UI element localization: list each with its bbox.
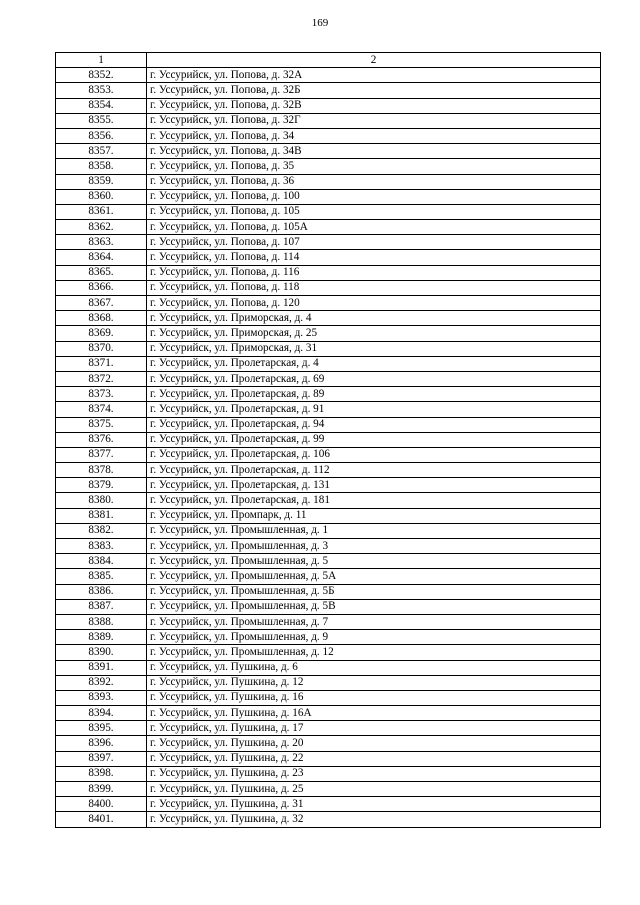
- address-cell: г. Уссурийск, ул. Попова, д. 32Г: [147, 113, 601, 128]
- table-row: [56, 402, 601, 417]
- table-row: [56, 478, 601, 493]
- table-row: [56, 736, 601, 751]
- address-cell: г. Уссурийск, ул. Промпарк, д. 11: [147, 508, 601, 523]
- address-cell: г. Уссурийск, ул. Пушкина, д. 25: [147, 782, 601, 797]
- address-cell: г. Уссурийск, ул. Попова, д. 114: [147, 250, 601, 265]
- address-cell: г. Уссурийск, ул. Попова, д. 35: [147, 159, 601, 174]
- address-cell: г. Уссурийск, ул. Попова, д. 34В: [147, 144, 601, 159]
- page-number: 169: [311, 17, 329, 29]
- address-table: [55, 52, 601, 828]
- table-row: [56, 159, 601, 174]
- address-cell: г. Уссурийск, ул. Пушкина, д. 17: [147, 721, 601, 736]
- address-cell: г. Уссурийск, ул. Попова, д. 100: [147, 189, 601, 204]
- row-number-cell: 8394.: [56, 706, 147, 721]
- table-row: [56, 812, 601, 827]
- row-number-cell: 8364.: [56, 250, 147, 265]
- row-number-cell: 8384.: [56, 554, 147, 569]
- address-cell: г. Уссурийск, ул. Пролетарская, д. 106: [147, 447, 601, 462]
- table-row: [56, 660, 601, 675]
- address-cell: г. Уссурийск, ул. Пролетарская, д. 99: [147, 432, 601, 447]
- table-row: [56, 584, 601, 599]
- row-number-cell: 8354.: [56, 98, 147, 113]
- table-row: [56, 645, 601, 660]
- row-number-cell: 8370.: [56, 341, 147, 356]
- row-number-cell: 8395.: [56, 721, 147, 736]
- table-body: [56, 68, 601, 827]
- row-number-cell: 8391.: [56, 660, 147, 675]
- address-cell: г. Уссурийск, ул. Пролетарская, д. 181: [147, 493, 601, 508]
- address-cell: г. Уссурийск, ул. Попова, д. 105: [147, 204, 601, 219]
- address-cell: г. Уссурийск, ул. Приморская, д. 4: [147, 311, 601, 326]
- table-row: [56, 371, 601, 386]
- table-row: [56, 690, 601, 705]
- table-row: [56, 508, 601, 523]
- row-number-cell: 8398.: [56, 766, 147, 781]
- address-cell: г. Уссурийск, ул. Приморская, д. 31: [147, 341, 601, 356]
- table-row: [56, 675, 601, 690]
- address-cell: г. Уссурийск, ул. Промышленная, д. 5А: [147, 569, 601, 584]
- row-number-cell: 8371.: [56, 356, 147, 371]
- row-number-cell: 8396.: [56, 736, 147, 751]
- table-row: [56, 766, 601, 781]
- address-cell: г. Уссурийск, ул. Промышленная, д. 12: [147, 645, 601, 660]
- table-row: [56, 296, 601, 311]
- table-row: [56, 493, 601, 508]
- address-cell: г. Уссурийск, ул. Пушкина, д. 32: [147, 812, 601, 827]
- row-number-cell: 8381.: [56, 508, 147, 523]
- column-header-address: 2: [147, 53, 601, 68]
- row-number-cell: 8362.: [56, 220, 147, 235]
- row-number-cell: 8400.: [56, 797, 147, 812]
- address-cell: г. Уссурийск, ул. Попова, д. 32А: [147, 68, 601, 83]
- table-row: [56, 706, 601, 721]
- table-row: [56, 387, 601, 402]
- table-row: [56, 265, 601, 280]
- address-cell: г. Уссурийск, ул. Попова, д. 107: [147, 235, 601, 250]
- address-cell: г. Уссурийск, ул. Пушкина, д. 6: [147, 660, 601, 675]
- table-row: [56, 174, 601, 189]
- address-cell: г. Уссурийск, ул. Пролетарская, д. 69: [147, 371, 601, 386]
- row-number-cell: 8399.: [56, 782, 147, 797]
- address-cell: г. Уссурийск, ул. Промышленная, д. 1: [147, 523, 601, 538]
- address-cell: г. Уссурийск, ул. Попова, д. 32Б: [147, 83, 601, 98]
- table-row: [56, 447, 601, 462]
- row-number-cell: 8376.: [56, 432, 147, 447]
- row-number-cell: 8361.: [56, 204, 147, 219]
- address-cell: г. Уссурийск, ул. Попова, д. 34: [147, 128, 601, 143]
- row-number-cell: 8360.: [56, 189, 147, 204]
- table-row: [56, 417, 601, 432]
- address-cell: г. Уссурийск, ул. Пушкина, д. 16: [147, 690, 601, 705]
- table-row: [56, 569, 601, 584]
- row-number-cell: 8397.: [56, 751, 147, 766]
- table-row: [56, 83, 601, 98]
- row-number-cell: 8378.: [56, 463, 147, 478]
- row-number-cell: 8383.: [56, 539, 147, 554]
- row-number-cell: 8388.: [56, 614, 147, 629]
- row-number-cell: 8382.: [56, 523, 147, 538]
- row-number-cell: 8379.: [56, 478, 147, 493]
- table-row: [56, 311, 601, 326]
- table-row: [56, 189, 601, 204]
- address-cell: г. Уссурийск, ул. Пролетарская, д. 131: [147, 478, 601, 493]
- row-number-cell: 8359.: [56, 174, 147, 189]
- table-row: [56, 128, 601, 143]
- table-row: [56, 523, 601, 538]
- table-row: [56, 98, 601, 113]
- row-number-cell: 8390.: [56, 645, 147, 660]
- table-row: [56, 113, 601, 128]
- address-cell: г. Уссурийск, ул. Пушкина, д. 23: [147, 766, 601, 781]
- row-number-cell: 8374.: [56, 402, 147, 417]
- row-number-cell: 8365.: [56, 265, 147, 280]
- address-cell: г. Уссурийск, ул. Промышленная, д. 3: [147, 539, 601, 554]
- table-row: [56, 614, 601, 629]
- address-cell: г. Уссурийск, ул. Пролетарская, д. 4: [147, 356, 601, 371]
- row-number-cell: 8385.: [56, 569, 147, 584]
- address-cell: г. Уссурийск, ул. Пушкина, д. 12: [147, 675, 601, 690]
- address-cell: г. Уссурийск, ул. Пролетарская, д. 89: [147, 387, 601, 402]
- table-row: [56, 751, 601, 766]
- row-number-cell: 8375.: [56, 417, 147, 432]
- table-row: [56, 721, 601, 736]
- address-cell: г. Уссурийск, ул. Промышленная, д. 5В: [147, 599, 601, 614]
- table-row: [56, 356, 601, 371]
- address-cell: г. Уссурийск, ул. Пушкина, д. 16А: [147, 706, 601, 721]
- table-row: [56, 630, 601, 645]
- address-cell: г. Уссурийск, ул. Пролетарская, д. 112: [147, 463, 601, 478]
- table-row: [56, 204, 601, 219]
- row-number-cell: 8358.: [56, 159, 147, 174]
- row-number-cell: 8352.: [56, 68, 147, 83]
- row-number-cell: 8380.: [56, 493, 147, 508]
- row-number-cell: 8357.: [56, 144, 147, 159]
- table-row: [56, 432, 601, 447]
- row-number-cell: 8369.: [56, 326, 147, 341]
- table-row: [56, 326, 601, 341]
- address-cell: г. Уссурийск, ул. Пушкина, д. 20: [147, 736, 601, 751]
- table-row: [56, 463, 601, 478]
- address-cell: г. Уссурийск, ул. Приморская, д. 25: [147, 326, 601, 341]
- address-cell: г. Уссурийск, ул. Попова, д. 36: [147, 174, 601, 189]
- row-number-cell: 8356.: [56, 128, 147, 143]
- row-number-cell: 8393.: [56, 690, 147, 705]
- address-cell: г. Уссурийск, ул. Попова, д. 32В: [147, 98, 601, 113]
- row-number-cell: 8368.: [56, 311, 147, 326]
- table-row: [56, 250, 601, 265]
- table-row: [56, 599, 601, 614]
- row-number-cell: 8372.: [56, 371, 147, 386]
- table-row: [56, 341, 601, 356]
- row-number-cell: 8401.: [56, 812, 147, 827]
- table-row: [56, 235, 601, 250]
- table-row: [56, 144, 601, 159]
- address-cell: г. Уссурийск, ул. Промышленная, д. 7: [147, 614, 601, 629]
- address-cell: г. Уссурийск, ул. Пушкина, д. 22: [147, 751, 601, 766]
- row-number-cell: 8377.: [56, 447, 147, 462]
- table-row: [56, 539, 601, 554]
- row-number-cell: 8389.: [56, 630, 147, 645]
- row-number-cell: 8363.: [56, 235, 147, 250]
- row-number-cell: 8373.: [56, 387, 147, 402]
- table-row: [56, 782, 601, 797]
- address-cell: г. Уссурийск, ул. Промышленная, д. 5: [147, 554, 601, 569]
- address-cell: г. Уссурийск, ул. Пролетарская, д. 94: [147, 417, 601, 432]
- table-row: [56, 68, 601, 83]
- table-row: [56, 220, 601, 235]
- table-row: [56, 280, 601, 295]
- address-cell: г. Уссурийск, ул. Попова, д. 120: [147, 296, 601, 311]
- table-header-row: [56, 53, 601, 68]
- table-row: [56, 797, 601, 812]
- address-cell: г. Уссурийск, ул. Попова, д. 118: [147, 280, 601, 295]
- row-number-cell: 8387.: [56, 599, 147, 614]
- address-cell: г. Уссурийск, ул. Попова, д. 116: [147, 265, 601, 280]
- address-cell: г. Уссурийск, ул. Промышленная, д. 5Б: [147, 584, 601, 599]
- address-cell: г. Уссурийск, ул. Пролетарская, д. 91: [147, 402, 601, 417]
- row-number-cell: 8355.: [56, 113, 147, 128]
- row-number-cell: 8366.: [56, 280, 147, 295]
- row-number-cell: 8392.: [56, 675, 147, 690]
- row-number-cell: 8353.: [56, 83, 147, 98]
- row-number-cell: 8386.: [56, 584, 147, 599]
- address-cell: г. Уссурийск, ул. Промышленная, д. 9: [147, 630, 601, 645]
- row-number-cell: 8367.: [56, 296, 147, 311]
- address-cell: г. Уссурийск, ул. Попова, д. 105А: [147, 220, 601, 235]
- table-row: [56, 554, 601, 569]
- address-cell: г. Уссурийск, ул. Пушкина, д. 31: [147, 797, 601, 812]
- column-header-number: 1: [56, 53, 147, 68]
